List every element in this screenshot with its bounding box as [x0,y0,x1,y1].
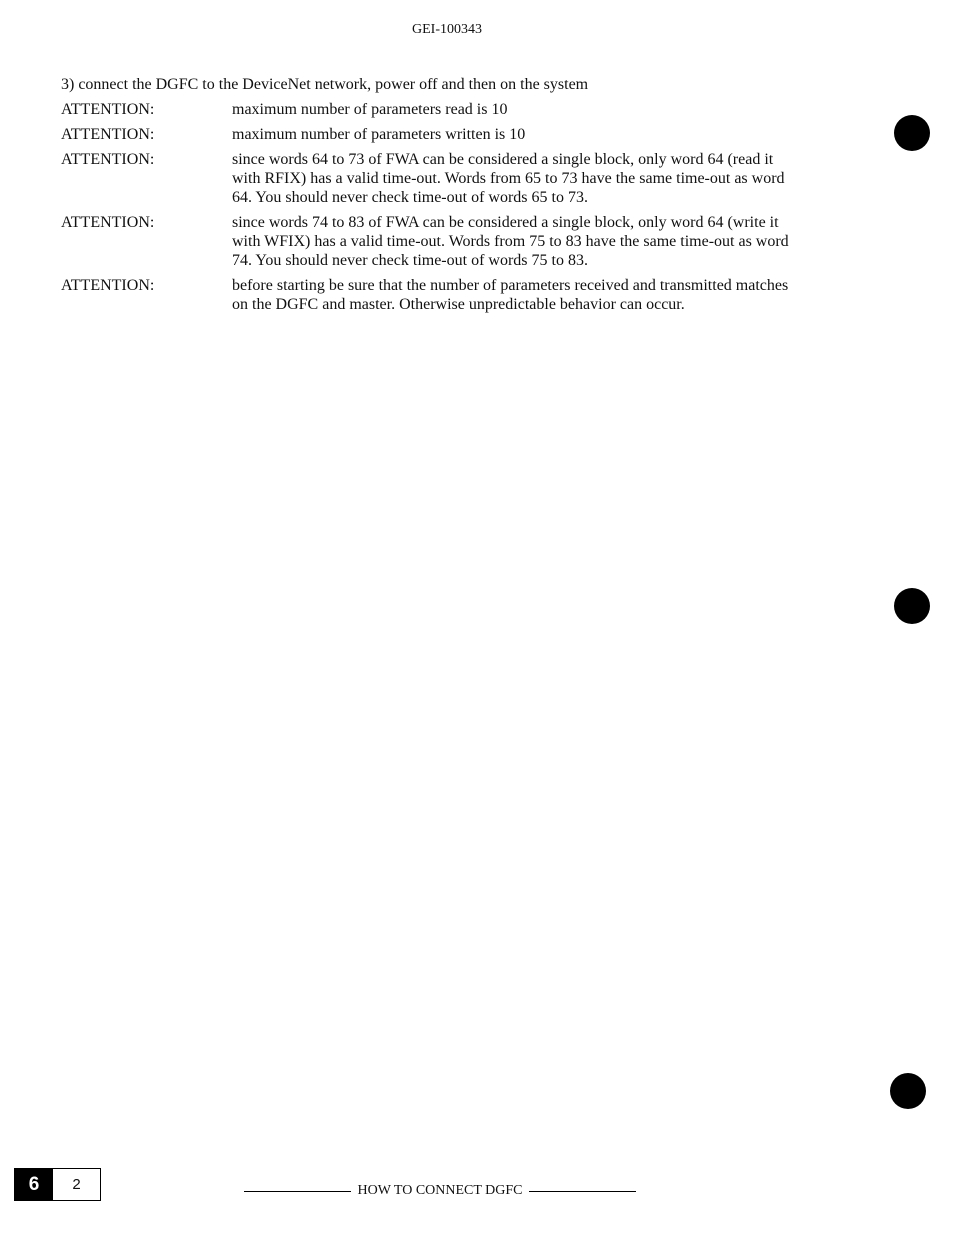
document-id: GEI-100343 [412,22,482,37]
attention-line: maximum number of parameters read is 10 [232,101,508,118]
attention-text [232,213,832,270]
attention-list [61,100,841,320]
binder-hole-icon [894,588,930,624]
footer-rule-left [244,1191,351,1192]
page-tab [14,1168,101,1201]
section-title: HOW TO CONNECT DGFC [357,1183,523,1198]
attention-line: maximum number of parameters written is 10 [232,126,526,143]
attention-line: before starting be sure that the number of parameters received and transmitted matches [232,277,789,294]
attention-text [232,100,832,119]
chapter-number: 6 [15,1169,53,1200]
attention-line: with WFIX) has a valid time-out. Words from 75 to 83 have the same time-out as word [232,233,789,250]
footer-rule-right [529,1191,636,1192]
attention-label: ATTENTION: [61,126,155,143]
attention-line: since words 64 to 73 of FWA can be considered a single block, only word 64 (read it [232,151,774,168]
footer [244,1183,636,1199]
binder-hole-icon [890,1073,926,1109]
attention-line: since words 74 to 83 of FWA can be considered a single block, only word 64 (write it [232,214,779,231]
attention-item [61,276,841,314]
attention-label: ATTENTION: [61,101,155,118]
attention-item [61,100,841,119]
attention-item [61,150,841,207]
attention-line: with RFIX) has a valid time-out. Words from 65 to 73 have the same time-out as word [232,170,785,187]
attention-item [61,125,841,144]
attention-label: ATTENTION: [61,277,155,294]
attention-line: 74. You should never check time-out of words 75 to 83. [232,252,588,269]
page-number: 2 [72,1176,81,1193]
binder-hole-icon [894,115,930,151]
attention-text [232,125,832,144]
attention-item [61,213,841,270]
attention-label: ATTENTION: [61,214,155,231]
attention-line: 64. You should never check time-out of words 65 to 73. [232,189,588,206]
intro-step: 3) connect the DGFC to the DeviceNet network, power off and then on the system [61,76,589,93]
attention-label: ATTENTION: [61,151,155,168]
attention-text [232,276,832,314]
attention-line: on the DGFC and master. Otherwise unpredictable behavior can occur. [232,296,685,313]
attention-text [232,150,832,207]
